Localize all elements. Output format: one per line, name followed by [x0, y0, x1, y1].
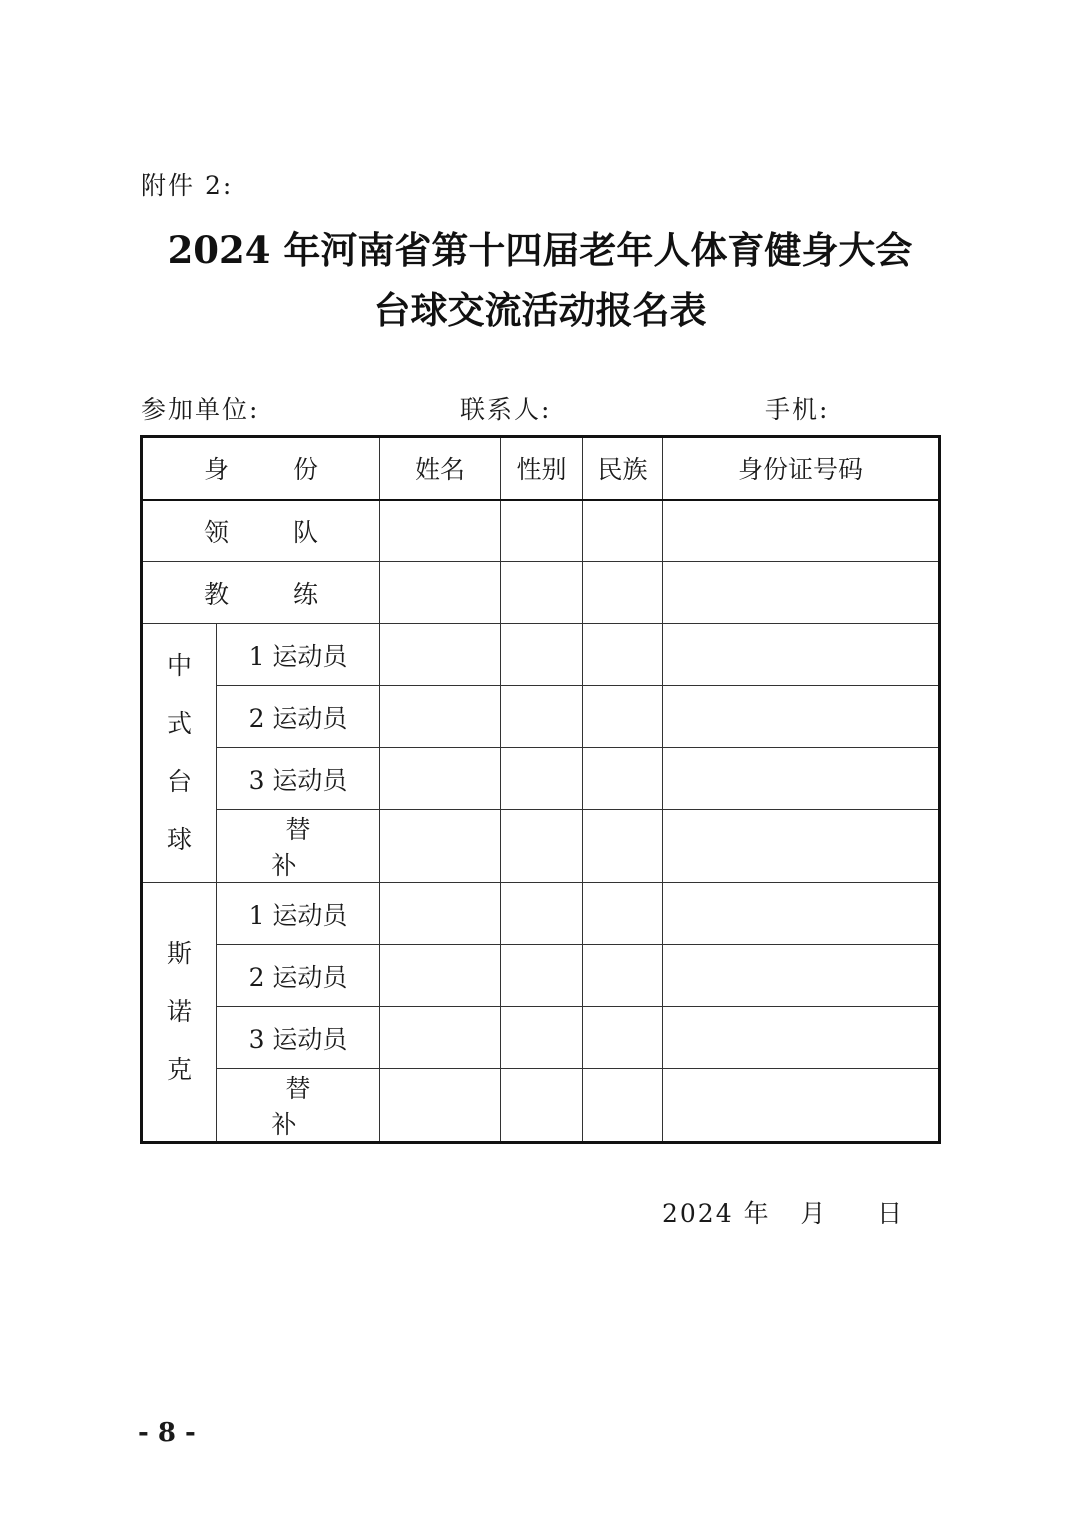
form-title-line1: 2024 年河南省第十四届老年人体育健身大会	[167, 228, 913, 272]
table-cell[interactable]	[501, 562, 583, 624]
contact-label: 联系人:	[460, 395, 552, 424]
table-cell[interactable]	[663, 624, 940, 686]
table-row-leader	[142, 500, 940, 562]
attachment-label: 附件 2:	[141, 171, 234, 200]
table-cell[interactable]	[663, 883, 940, 945]
table-row	[142, 686, 940, 748]
header-identity: 身 份	[142, 437, 380, 500]
table-cell[interactable]	[380, 810, 501, 883]
table-cell[interactable]	[583, 945, 663, 1007]
table-cell[interactable]	[663, 562, 940, 624]
table-cell[interactable]	[501, 1069, 583, 1143]
table-cell[interactable]	[501, 686, 583, 748]
table-cell[interactable]	[583, 883, 663, 945]
unit-label: 参加单位:	[141, 395, 260, 424]
table-cell[interactable]	[663, 945, 940, 1007]
table-cell[interactable]	[663, 810, 940, 883]
table-cell[interactable]	[380, 945, 501, 1007]
group-label-chinese-billiards: 中 式 台 球	[142, 624, 217, 883]
table-cell[interactable]	[583, 562, 663, 624]
table-cell[interactable]	[380, 624, 501, 686]
role-label: 1 运动员	[217, 624, 380, 686]
table-cell[interactable]	[501, 624, 583, 686]
table-row	[142, 810, 940, 883]
table-row-coach	[142, 562, 940, 624]
header-id-number: 身份证号码	[663, 437, 940, 500]
header-ethnicity: 民族	[583, 437, 663, 500]
table-cell[interactable]	[501, 945, 583, 1007]
role-label: 2 运动员	[217, 686, 380, 748]
table-row	[142, 1069, 940, 1143]
header-gender: 性别	[501, 437, 583, 500]
table-row	[142, 748, 940, 810]
table-cell[interactable]	[583, 748, 663, 810]
leader-label: 领 队	[142, 500, 380, 562]
table-row	[142, 883, 940, 945]
table-cell[interactable]	[380, 748, 501, 810]
header-name: 姓名	[380, 437, 501, 500]
role-label: 3 运动员	[217, 1007, 380, 1069]
role-label: 1 运动员	[217, 883, 380, 945]
header-row	[142, 437, 940, 500]
table-cell[interactable]	[663, 1007, 940, 1069]
role-label: 3 运动员	[217, 748, 380, 810]
table-cell[interactable]	[583, 1069, 663, 1143]
table-cell[interactable]	[583, 810, 663, 883]
phone-label: 手机:	[765, 395, 830, 424]
table-cell[interactable]	[663, 686, 940, 748]
table-cell[interactable]	[380, 1069, 501, 1143]
table-row	[142, 945, 940, 1007]
table-cell[interactable]	[663, 748, 940, 810]
coach-label: 教 练	[142, 562, 380, 624]
table-cell[interactable]	[663, 1069, 940, 1143]
table-cell[interactable]	[380, 500, 501, 562]
table-cell[interactable]	[583, 624, 663, 686]
form-title-line2: 台球交流活动报名表	[373, 288, 707, 332]
table-cell[interactable]	[583, 686, 663, 748]
table-row	[142, 624, 940, 686]
table-cell[interactable]	[501, 500, 583, 562]
table-cell[interactable]	[501, 1007, 583, 1069]
table-cell[interactable]	[501, 748, 583, 810]
table-cell[interactable]	[380, 562, 501, 624]
table-cell[interactable]	[380, 883, 501, 945]
role-label: 2 运动员	[217, 945, 380, 1007]
date-line: 2024 年 月 日	[662, 1199, 905, 1228]
table-cell[interactable]	[501, 810, 583, 883]
group-label-snooker: 斯 诺 克	[142, 883, 217, 1143]
registration-table	[140, 435, 941, 1144]
table-row	[142, 1007, 940, 1069]
role-label: 替 补	[217, 810, 380, 883]
role-label: 替 补	[217, 1069, 380, 1143]
table-cell[interactable]	[380, 686, 501, 748]
table-cell[interactable]	[583, 500, 663, 562]
page-number: - 8 -	[138, 1418, 196, 1448]
table-cell[interactable]	[380, 1007, 501, 1069]
table-cell[interactable]	[583, 1007, 663, 1069]
table-cell[interactable]	[501, 883, 583, 945]
table-cell[interactable]	[663, 500, 940, 562]
